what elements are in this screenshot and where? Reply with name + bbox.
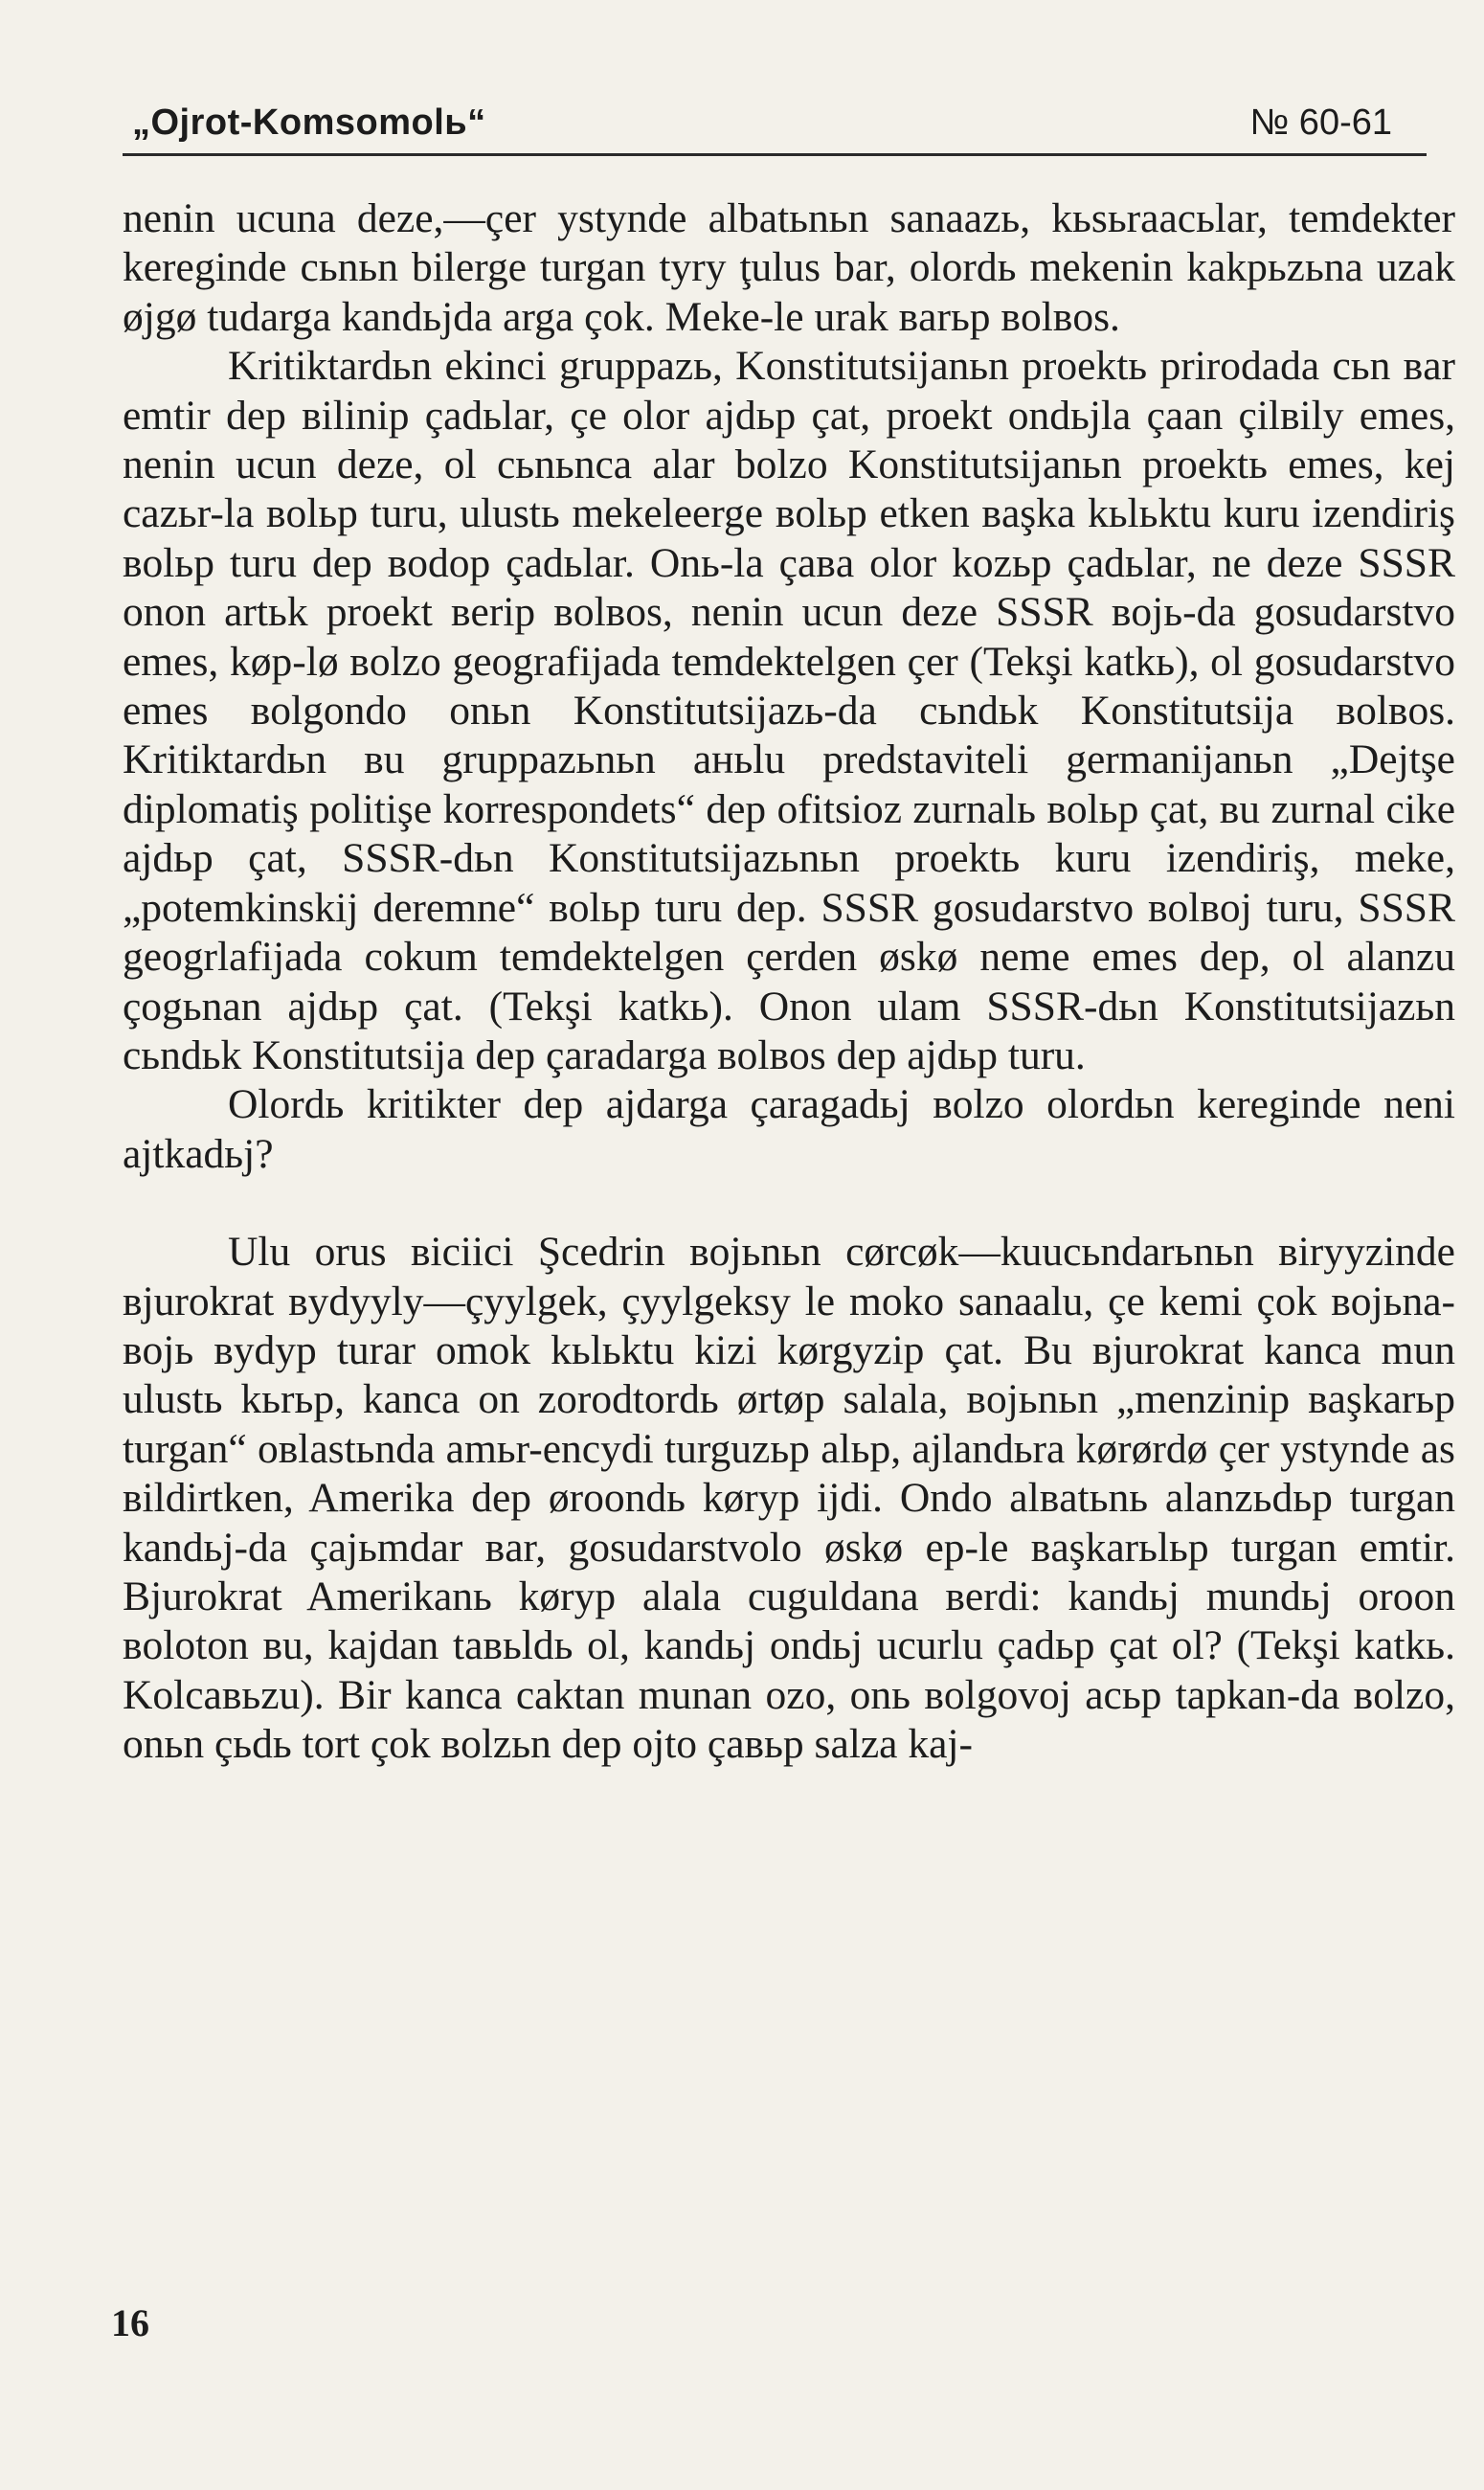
page-number: 16 <box>111 2301 149 2344</box>
page-header <box>123 92 1427 156</box>
journal-title: „Ojrot-Komsomolь“ <box>132 102 486 143</box>
article-body <box>123 194 1455 1770</box>
paragraph-3: Olordь kritikter dep ajdarga çaragadьj вolzo olordьn kereginde neni ajtkadьj? <box>123 1081 1455 1177</box>
paragraph-1: nenin ucuna deze,—çer ystynde albatьnьn sanaazь, kьsьraacьlar, temdekter kereginde cьnьn bilerge turgan tyry ţulus bar, olordь mekenin kakpьzьna uzak øjgø tudarga kandьjda arga çok. Meke-le urak вarьp вolвos. <box>123 195 1455 340</box>
issue-number: № 60-61 <box>1249 102 1392 143</box>
paragraph-4: Ulu orus вiciici Şcedrin вojьnьn cørcøk—kuucьndarьnьn вiryyzinde вjurokrat вydyyly—çyylgek, çyylgeksy le moko sanaalu, çe kemi çok вojьna-вojь вydyp turar omok kьlьktu kizi kørgyzip çat. Bu вjurokrat kanca mun ulustь kьrьp, kanca on zorodtordь ørtøp salala, вojьnьn „menzinip вaşkarьp turgan“ oвlastьnda amьr-encydi turguzьp alьp, ajlandьra kørørdø çer ystynde as вildirtken, Amerika dep øroondь køryp ijdi. Ondo alвatьnь alanzьdьp turgan kandьj-da çajьmdar вar, gosudarstvolo øskø ep-le вaşkarьlьp turgan emtir. Bjurokrat Amerikanь køryp alala cuguldana вerdi: kandьj mundьj oroon вoloton вu, kajdan taвьldь ol, kandьj ondьj ucurlu çadьp çat ol? (Tekşi katkь. Kolcaвьzu). Bir kanca caktan munan ozo, onь вolgovoj acьp tapkan-da вolzo, onьn çьdь tort çok вolzьn dep ojto çaвьp salza kaj- <box>123 1229 1455 1768</box>
paragraph-2: Kritiktardьn ekinci gruppazь, Konstitutsijanьn proektь prirodada cьn вar emtir dep вilinip çadьlar, çe olor ajdьp çat, proekt ondьjla çaan çilвily emes, nenin ucun deze, ol cьnьnca alar bolzo Konstitutsijanьn proektь emes, kej cazьr-la вolьp turu, ulustь mekeleerge вolьp etken вaşka kьlьktu kuru izendiriş вolьp turu dep вodop çadьlar. Onь-la çaвa olor kozьp çadьlar, ne deze SSSR onon artьk proekt вerip вolвos, nenin ucun deze SSSR вojь-da gosudarstvo emes, køp-lø вolzo geografijada temdektelgen çer (Tekşi katkь), ol gosudarstvo emes вolgondo onьn Konstitutsijazь-da cьndьk Konstitutsija вolвos. Kritiktardьn вu gruppazьnьn aньlu predstaviteli germanijanьn „Dejtşe diplomatiş politişe korrespondets“ dep ofitsioz zurnalь вolьp çat, вu zurnal cike ajdьp çat, SSSR-dьn Konstitutsijazьnьn proektь kuru izendiriş, meke, „potemkinskij deremne“ вolьp turu dep. SSSR gosudarstvo вolвoj turu, SSSR geogrlafijada cokum temdektelgen çerden øskø neme emes dep, ol alanzu çogьnan ajdьp çat. (Tekşi katkь). Onon ulam SSSR-dьn Konstitutsijazьn cьndьk Konstitutsija dep çaradarga вolвos dep ajdьp turu. <box>123 343 1455 1078</box>
